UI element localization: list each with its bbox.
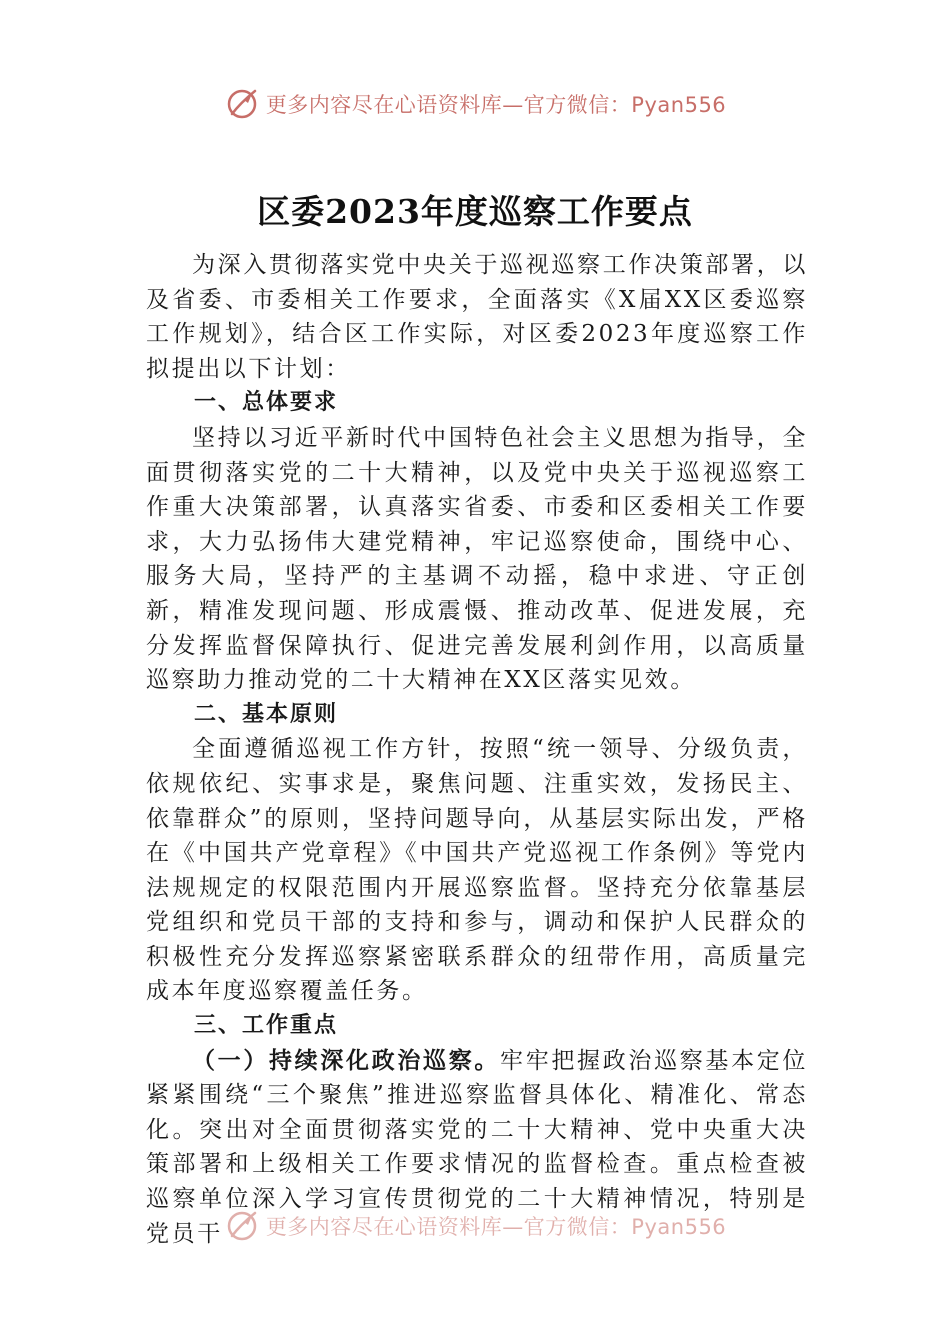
section-heading-general-requirements: 一、总体要求 — [194, 390, 339, 416]
watermark-text: 更多内容尽在心语资料库—官方微信：Pyan556 — [265, 1215, 727, 1239]
watermark-footer — [0, 1206, 950, 1246]
intro-paragraph: 为深入贯彻落实党中央关于巡视巡察工作决策部署，以及省委、市委相关工作要求，全面落实《X届XX区委巡察工作规划》，结合区工作实际，对区委2023年度巡察工作拟提出以下计划： — [146, 252, 808, 382]
subsection-text: 牢牢把握政治巡察基本定位紧紧围绕“三个聚焦”推进巡察监督具体化、精准化、常态化。突出对全面贯彻落实党的二十大精神、党中央重大决策部署和上级相关工作要求情况的监督检查。重点检查被巡察单位深入学习宣传贯彻党的二十大精神情况，特别是党员干 — [146, 1047, 809, 1247]
subsection-lead: （一）持续深化政治巡察。 — [192, 1047, 501, 1074]
document-body — [146, 248, 808, 1251]
watermark-header — [0, 84, 950, 124]
section-heading-basic-principles: 二、基本原则 — [194, 701, 339, 727]
section-paragraph-general-requirements: 坚持以习近平新时代中国特色社会主义思想为指导，全面贯彻落实党的二十大精神，以及党中央关于巡视巡察工作重大决策部署，认真落实省委、市委和区委相关工作要求，大力弘扬伟大建党精神，牢记巡察使命，围绕中心、服务大局，坚持严的主基调不动摇，稳中求进、守正创新，精准发现问题、形成震慑、推动改革、促进发展，充分发挥监督保障执行、促进完善发展利剑作用，以高质量巡察助力推动党的二十大精神在XX区落实见效。 — [146, 424, 808, 694]
quill-seal-icon — [224, 86, 260, 122]
page-title: 区委2023年度巡察工作要点 — [257, 192, 693, 231]
section-heading-work-priorities: 三、工作重点 — [194, 1013, 339, 1039]
watermark-text: 更多内容尽在心语资料库—官方微信：Pyan556 — [265, 93, 727, 117]
section-paragraph-basic-principles: 全面遵循巡视工作方针，按照“统一领导、分级负责，依规依纪、实事求是，聚焦问题、注重实效，发扬民主、依靠群众”的原则，坚持问题导向，从基层实际出发，严格在《中国共产党章程》《中国共产党巡视工作条例》等党内法规规定的权限范围内开展巡察监督。坚持充分依靠基层党组织和党员干部的支持和参与，调动和保护人民群众的积极性充分发挥巡察紧密联系群众的纽带作用，高质量完成本年度巡察覆盖任务。 — [146, 736, 808, 1005]
quill-seal-icon — [224, 1208, 260, 1244]
